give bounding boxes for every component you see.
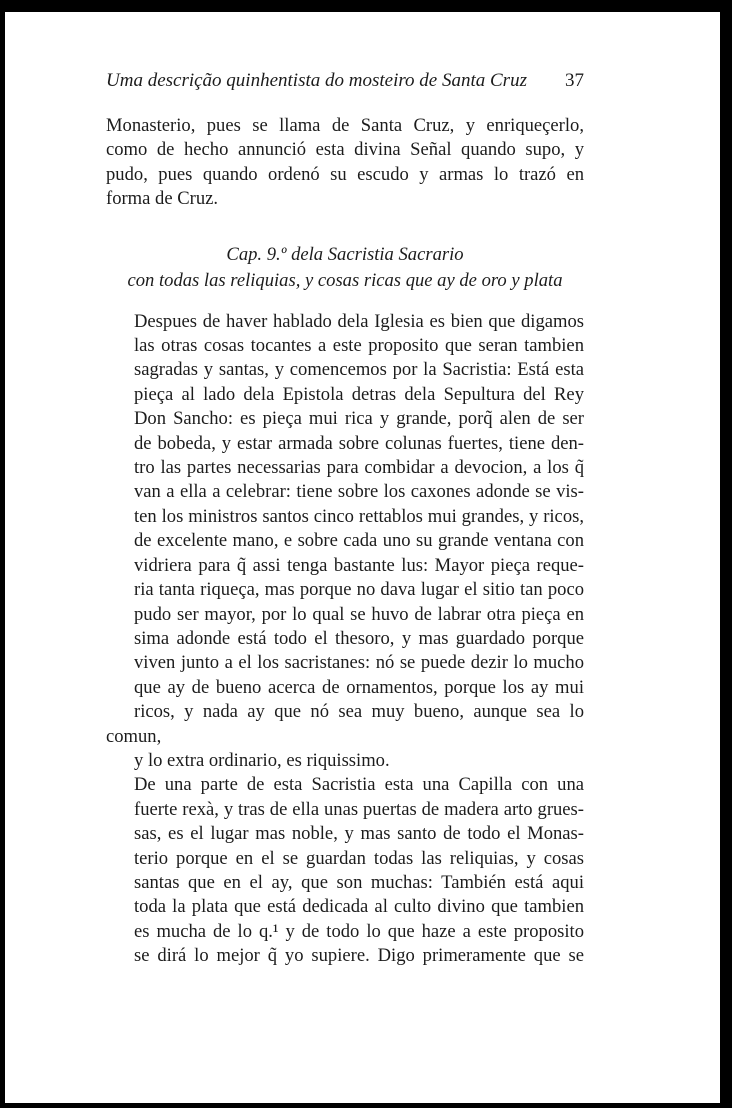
text-line: pieça al lado dela Epistola detras dela Sepultura del Rey bbox=[134, 383, 584, 405]
text-line: santas que en el ay, que son muchas: También está aqui bbox=[134, 871, 584, 893]
text-line: de excelente mano, e sobre cada uno su grande ventana con bbox=[134, 530, 584, 552]
text-line: Monasterio, pues se llama de Santa Cruz, y enriqueçerlo, bbox=[106, 115, 584, 136]
text-line: las otras cosas tocantes a este proposito que seran tambien bbox=[134, 335, 584, 357]
page-number: 37 bbox=[565, 70, 584, 91]
scan-border-left bbox=[0, 0, 5, 1108]
text-line: sas, es el lugar mas noble, y mas santo de todo el Monas- bbox=[134, 823, 584, 845]
chapter-heading bbox=[106, 242, 584, 294]
scan-border-bottom bbox=[0, 1103, 732, 1108]
text-line: y lo extra ordinario, es riquissimo. bbox=[134, 749, 390, 771]
text-line: Despues de haver hablado dela Iglesia es bien que digamos bbox=[134, 310, 584, 332]
text-line: pudo ser mayor, por lo qual se huvo de labrar otra pieça en bbox=[134, 603, 584, 625]
text-line: terio porque en el se guardan todas las reliquias, y cosas bbox=[134, 847, 584, 869]
text-line: ria tanta riqueça, mas porque no dava lugar el sitio tan poco bbox=[134, 579, 584, 601]
text-line: ricos, y nada ay que nó sea muy bueno, aunque sea lo comun, bbox=[106, 701, 584, 747]
text-line: van a ella a celebrar: tiene sobre los caxones adonde se vis- bbox=[134, 481, 584, 503]
scan-border-right bbox=[720, 0, 732, 1108]
text-line: toda la plata que está dedicada al culto divino que tambien bbox=[134, 896, 584, 918]
text-line: sima adonde está todo el thesoro, y mas guardado porque bbox=[134, 627, 584, 649]
running-title: Uma descrição quinhentista do mosteiro de Santa Cruz bbox=[106, 70, 527, 91]
text-line: tro las partes necessarias para combidar a devocion, a los q̃ bbox=[134, 457, 584, 479]
paragraph-2 bbox=[106, 310, 584, 774]
text-line: vidriera para q̃ assi tenga bastante lus: Mayor pieça reque- bbox=[134, 554, 584, 576]
text-line: ten los ministros santos cinco rettablos mui grandes, y ricos, bbox=[134, 505, 584, 527]
book-page bbox=[106, 64, 584, 969]
paragraph-1 bbox=[106, 114, 584, 212]
text-line: se dirá lo mejor q̃ yo supiere. Digo primeramente que se bbox=[134, 945, 584, 967]
text-line: pudo, pues quando ordenó su escudo y armas lo trazó en bbox=[106, 163, 584, 185]
text-line: de bobeda, y estar armada sobre colunas fuertes, tiene den- bbox=[134, 432, 584, 454]
text-line: Don Sancho: es pieça mui rica y grande, porq̃ alen de ser bbox=[134, 408, 584, 430]
text-line: que ay de bueno acerca de ornamentos, porque los ay mui bbox=[134, 676, 584, 698]
running-header bbox=[106, 64, 584, 98]
chapter-title-line-1: Cap. 9.º dela Sacristia Sacrario bbox=[226, 243, 464, 265]
text-line: como de hecho annunció esta divina Señal quando supo, y bbox=[106, 139, 584, 161]
text-line: viven junto a el los sacristanes: nó se puede dezir lo mucho bbox=[134, 652, 584, 674]
text-line: es mucha de lo q.¹ y de todo lo que haze a este proposito bbox=[134, 920, 584, 942]
text-line: fuerte rexà, y tras de ella unas puertas de madera arto grues- bbox=[134, 798, 584, 820]
chapter-title-line-2: con todas las reliquias, y cosas ricas que ay de oro y plata bbox=[127, 269, 563, 291]
paragraph-3 bbox=[106, 773, 584, 968]
scan-border-top bbox=[0, 0, 732, 12]
text-line: forma de Cruz. bbox=[106, 188, 219, 210]
text-line: sagradas y santas, y comencemos por la Sacristia: Está esta bbox=[134, 359, 584, 381]
text-line: De una parte de esta Sacristia esta una Capilla con una bbox=[134, 774, 584, 796]
